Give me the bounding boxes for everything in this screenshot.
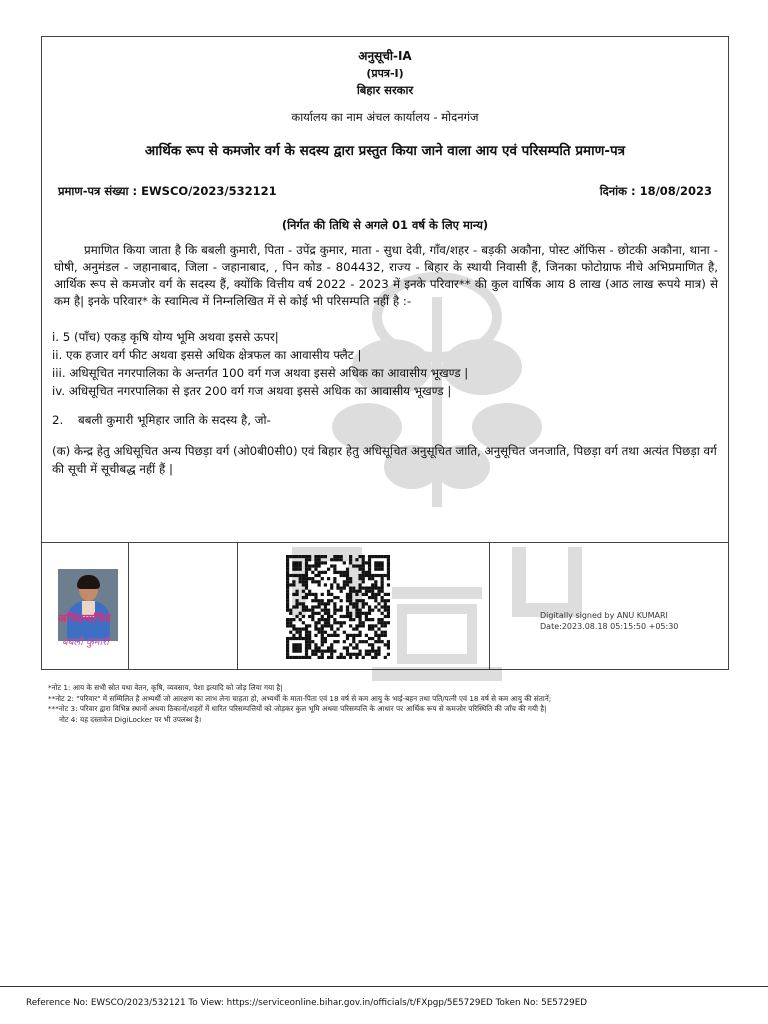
government-heading: बिहार सरकार (356, 83, 414, 97)
certificate-title: आर्थिक रूप से कमजोर वर्ग के सदस्य द्वारा प्रस्तुत किया जाने वाला आय एवं परिसम्पति प्रमाण-पत्र (144, 143, 626, 159)
note-3: ***नोट 3: परिवार द्वारा विभिन्न स्थानों अथवा ठिकानों/शहरों में धारित परिसम्पत्तियों को जोड़कर कुल भूमि अथवा परिसम्पत्ति के आधार पर आर्थिक रूप से कमजोर परिस्थिति की जाँच की गयी है| (48, 704, 547, 713)
asset-item: i. 5 (पाँच) एकड़ कृषि योग्य भूमि अथवा इससे ऊपर| (52, 330, 279, 344)
caste-statement (52, 412, 271, 428)
cell-divider (128, 542, 129, 669)
category-statement: (क) केन्द्र हेतु अधिसूचित अन्य पिछड़ा वर्ग (ओ0बी0सी0) एवं बिहार हेतु अधिसूचित अनुसूचित जाति, अनुसूचित जनजाति, पिछड़ा वर्ग तथा अत्यंत पिछड़ा वर्ग की सूची में सूचीबद्ध नहीं हैं | (52, 444, 717, 476)
cell-divider (237, 542, 238, 669)
footer-divider (0, 986, 768, 987)
cell-divider (489, 542, 490, 669)
schedule-heading: अनुसूची-IA (358, 49, 412, 63)
notes-section (48, 683, 728, 725)
reference-footer: Reference No: EWSCO/2023/532121 To View: https://serviceonline.bihar.gov.in/officials/t/FXpgp/5E5729ED Token No: 5E5729ED (26, 998, 588, 1008)
attested-stamp: अभिप्रमाणित (58, 612, 111, 625)
caste-statement-text: बबली कुमारी भूमिहार जाति के सदस्य है, जो- (78, 413, 271, 427)
form-heading: (प्रपत्र-I) (366, 67, 404, 80)
certificate-body: प्रमाणित किया जाता है कि बबली कुमारी, पिता - उपेंद्र कुमार, माता - सुधा देवी, गाँव/शहर - बड़की अकौना, पोस्ट ऑफिस - छोटकी अकौना, थाना - घोषी, अनुमंडल - जहानाबाद, जिला - जहानाबाद, , पिन कोड - 804432, राज्य - बिहार के स्थायी निवासी हैं, जिनका फोटोग्राफ नीचे अभिप्रमाणित है, आर्थिक रूप से कमजोर वर्ग के सदस्य हैं, क्योंकि वित्तीय वर्ष 2022 - 2023 में इनके परिवार** की कुल वार्षिक आय 8 लाख (आठ लाख रूपये मात्र) से कम है| इनके परिवार* के स्वामित्व में निम्नलिखित में से कोई भी परिसम्पति नहीं है :- (54, 243, 718, 308)
asset-item: iv. अधिसूचित नगरपालिका से इतर 200 वर्ग गज अथवा इससे अधिक का आवासीय भूखण्ड | (52, 384, 452, 398)
applicant-signature: बबली कुमारी (62, 637, 109, 648)
asset-list (52, 328, 468, 400)
qr-code-icon[interactable] (286, 555, 390, 659)
section-divider (42, 542, 728, 543)
asset-item: ii. एक हजार वर्ग फीट अथवा इससे अधिक क्षेत्रफल का आवासीय फ्लैट | (52, 348, 362, 362)
note-2: **नोट 2: "परिवार" में सम्मिलित है अभ्यर्थी जो आरक्षण का लाभ लेना चाहता हो, अभ्यर्थी के माता-पिता एवं 18 वर्ष से कम आयु के भाई-बहन तथा पति/पत्नी एवं 18 वर्ष से कम आयु की संतानें; (48, 693, 552, 703)
certificate-frame (41, 36, 729, 670)
certificate-number: प्रमाण-पत्र संख्या : EWSCO/2023/532121 (58, 184, 277, 198)
digital-signature-date: Date:2023.08.18 05:15:50 +05:30 (540, 622, 679, 631)
note-1: *नोट 1: आय के सभी स्रोत यथा वेतन, कृषि, व्यवसाय, पेशा इत्यादि को जोड़ लिया गया है| (48, 683, 283, 692)
certificate-date: दिनांक : 18/08/2023 (599, 184, 712, 198)
validity-note: (निर्गत की तिथि से अगले 01 वर्ष के लिए मान्य) (281, 218, 489, 232)
digital-signature (540, 610, 678, 632)
note-4: नोट 4: यह दस्तावेज DigiLocker पर भी उपलब्ध है। (59, 714, 202, 724)
asset-item: iii. अधिसूचित नगरपालिका के अन्तर्गत 100 वर्ग गज अथवा इससे अधिक का आवासीय भूखण्ड | (52, 366, 469, 380)
office-name: कार्यालय का नाम अंचल कार्यालय - मोदनगंज (291, 110, 479, 124)
caste-statement-number: 2. (52, 413, 64, 427)
digital-signature-signer: Digitally signed by ANU KUMARI (540, 611, 668, 620)
applicant-photo (58, 569, 118, 641)
